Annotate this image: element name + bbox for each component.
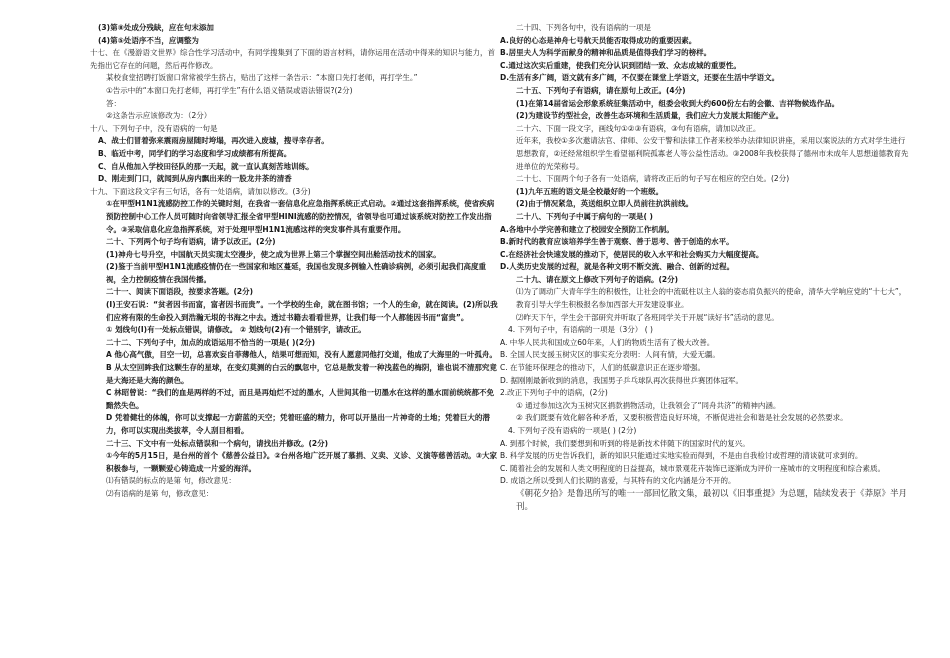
right-line-12: (2)由于情况紧急，英送组织立即人员前往抗洪前线。 (516, 199, 694, 209)
right-line-1: A.良好的心态是神舟七号航天员能否取得成功的重要因素。 (500, 35, 697, 45)
right-line-3: C.通过这次实后重建，使我们充分认识到团结一致、众志成城的重要性。 (500, 60, 741, 70)
right-line-9: 近年来，我校①多次邀请法官、律师、公安干警和法律工作者来校举办法律知识讲座，采用以案说法的方式对学生进行思想教育，②还经常组织学生看望福利院孤寡老人等公益性活动。③2008年我校获得了德州市未成年人思想道德教育先进单位的光荣称号。 (516, 136, 909, 171)
left-line-18: (Ⅰ)王安石说：“贫者因书而富，富者因书而贵”。一个学校的生命，就在图书馆；一个人的生命，就在阅读。(2)所以我们应将有限的生命投入到浩瀚无垠的书海之中去。透过书籍去看看世界，让我们每一个人都能因书而“富贵”。 (106, 300, 498, 322)
left-line-0: (3)第⑧处成分残缺，应在句末添加 (98, 23, 214, 32)
left-line-4: ①告示中的“本窗口先打老师，再打学生”有什么语义错误或语法错误?(2分) (106, 85, 353, 95)
right-line-31: B. 科学发展的历史告诉我们，新的知识只能通过实地实验而得到，不是由自我检讨或哲理的清谈就可求到的。 (500, 451, 863, 461)
right-line-27: ① 通过参加这次为玉树灾区捐款捐物活动，让我领会了“同舟共济”的精神内涵。 (516, 400, 781, 410)
left-line-2: 十七、在《漫游语文世界》综合性学习活动中，有同学搜集到了下面的语言材料，请你运用在活动中得来的知识与能力，首先指出它存在的问题，然后再作修改。 (90, 48, 495, 70)
right-line-22: A. 中华人民共和国成立60年来，人们的物质生活有了极大改善。 (500, 337, 715, 347)
left-line-13: ①在甲型H1N1流感防控工作的关键时刻，在我省一套信息化应急指挥系统正式启动。②通过这套指挥系统，使省疾病预防控制中心工作人员可随时向省领导汇报全省甲型HINI流感的防控情况，省领导也可通过该系统对防控工作发出指令。③采取信息化应急指挥系统，对于处理甲型H1N1流感这样的突发事件具有重要作用。 (106, 199, 495, 234)
right-column (500, 22, 910, 514)
right-line-25: D. 据刚刚最新收到的消息，我国男子乒乓球队再次获得世乒赛团体冠军。 (500, 375, 744, 385)
left-line-14: 二十、下列两个句子均有语病，请予以改正。(2分) (106, 237, 276, 247)
right-line-13: 二十八、下列句子中属于病句的一项是( ) (516, 211, 653, 221)
left-line-25: 二十三、下文中有一处标点错误和一个病句，请找出并修改。(2分) (106, 438, 329, 448)
right-line-15: B.新时代的教育应该培养学生善于观察、善于思考、善于创造的水平。 (500, 237, 734, 247)
left-line-26: ①今年的5月15日，是台州的首个《慈善公益日》。②台州各地广泛开展了慕捐、义卖、义诊、义演等慈善活动。③大家积极参与，一颗颗爱心铸造成一片爱的海洋。 (106, 451, 497, 473)
left-line-8: A、战士们冒着弥来震雨房屋随时垮塌，再次进入废墟，搜寻幸存者。 (98, 136, 329, 146)
left-line-15: (1)神舟七号升空，中国航天员实现太空漫步，使之成为世界上第三个掌握空间出舱活动技术的国家。 (106, 249, 441, 259)
right-line-20: ⑵昨天下午，学生会干部研究并听取了各班同学关于开展“读好书”活动的意见。 (516, 312, 779, 322)
right-line-24: C. 在节能环保理念的推动下，人们的低碳意识正在逐步增强。 (500, 363, 706, 373)
right-line-4: D.生活有多广阔，语文就有多广阔，不仅要在课堂上学语文，还要在生活中学语文。 (500, 73, 780, 83)
left-line-24: D 凭着健壮的体魄，你可以支撑起一方蔚蓝的天空；凭着旺盛的精力，你可以开垦出一片神奇的土地；凭着巨大的潜力，你可以实现出类拔萃，令人刮目相看。 (106, 413, 490, 435)
left-line-16: (2)鉴于当前甲型H1N1流感疫情仍在一些国家和地区蔓延，我国也发现多例输入性确诊病例，必须引起我们高度重视，全力控制疫情在我国传播。 (106, 262, 487, 284)
right-line-23: B. 全国人民支援玉树灾区的事实充分表明：人间有情，大爱无疆。 (500, 350, 720, 360)
right-line-32: C. 随着社会的发展和人类文明程度的日益提高，城市景观花卉装饰已逐渐成为评价一座城市的文明程度和综合素质。 (500, 463, 886, 473)
left-line-7: 十八、下列句子中，没有语病的一句是 (90, 123, 218, 133)
right-line-28: ② 我们既要有效化解各种矛盾，又要积极营造良好环境，不断促进社会和谐是社会发展的必然要求。 (516, 413, 848, 423)
right-line-16: C.在经济社会快速发展的推动下，使居民的收入水平和社会购买力大幅度提高。 (500, 249, 764, 259)
left-line-11: D、刚走到门口，就闻到从房内飘出来的一股龙井茶的清香 (98, 174, 292, 184)
right-line-30: A. 到那个时候，我们要想到和听到的将是新技术伴随下的国家时代的复兴。 (500, 438, 750, 448)
right-line-0: 二十四、下列各句中，没有语病的一项是 (516, 23, 651, 32)
left-line-12: 十九、下面这段文字有三句话，各有一处语病，请加以修改。(3分) (90, 186, 311, 196)
right-line-11: (1)九年五班的语文是全校最好的一个班级。 (516, 186, 664, 196)
left-line-19: ① 划线句(Ⅰ)有一处标点错误，请修改。 ② 划线句(2)有一个错别字，请改正。 (106, 325, 366, 335)
left-line-20: 二十二、下列句子中，加点的成语运用不恰当的一项是( )(2分) (106, 337, 316, 347)
right-line-6: (1)在第14届省运会形象系统征集活动中，组委会收到大约600份左右的会徽、吉祥物候选作品。 (516, 98, 840, 108)
right-line-26: 2.改正下列句子中的语病，(2分) (500, 388, 608, 398)
right-line-8: 二十六、下面一段文字，画线句①②③有语病，③句有语病，请加以改正。 (516, 123, 761, 133)
right-line-21: 4. 下列句子中，有语病的一项是（3分） ( ) (508, 325, 653, 335)
left-line-17: 二十一、阅读下面语段，按要求答题。(2分) (106, 287, 254, 297)
right-line-18: 二十九、请在原文上修改下列句子的语病。(2分) (516, 274, 679, 284)
right-line-2: B.居里夫人为科学而献身的精神和品质是值得我们学习的榜样。 (500, 48, 712, 58)
left-line-10: C、自从他加入学校田径队的那一天起，就一直认真刻苦地训练。 (98, 161, 314, 171)
left-column (90, 22, 500, 501)
left-line-27: ⑴有错误的标点的是第 句，修改意见： (106, 476, 236, 486)
left-line-21: A 他心高气傲，目空一切，总喜欢妄自菲薄他人，结果可想而知，没有人愿意同他打交道，他成了大海里的一叶孤舟。 (106, 350, 497, 360)
left-line-9: B、临近中考，同学们的学习态度和学习成绩都有所提高。 (98, 148, 292, 158)
right-line-34: 《朝花夕拾》是鲁迅所写的唯一一部回忆散文集，最初以《旧事重提》为总题，陆续发表于《莽原》半月刊。 (516, 488, 908, 512)
right-line-5: 二十五、下列句子有语病，请在原句上改正。(4分) (516, 85, 686, 95)
left-line-6: ②这条告示应该修改为：（2分） (106, 111, 212, 121)
right-line-17: D.人类历史发展的过程，就是各种文明不断交流、融合、创新的过程。 (500, 262, 735, 272)
right-line-10: 二十七、下面两个句子各有一处语病，请将改正后的句子写在相应的空白处。(2分) (516, 174, 790, 184)
left-line-28: ⑵有语病的是第 句，修改意见： (106, 488, 214, 498)
left-line-5: 答： (106, 98, 121, 108)
right-line-29: 4. 下列句子没有语病的一项是( ) (2分) (508, 426, 637, 435)
right-line-7: (2)为建设节约型社会，改善生态环境和生活质量，我们应大力发展太阳能产业。 (516, 111, 784, 121)
left-line-1: (4)第⑤处语序不当，应调整为 (98, 35, 199, 45)
left-line-3: 某校食堂招聘打饭窗口常常被学生挤占，贴出了这样一条告示：“本窗口先打老师，再打学生。” (106, 73, 418, 83)
right-line-14: A.各地中小学完善和建立了校园安全预防工作机制。 (500, 224, 674, 234)
left-line-23: C 林昭曾说：“我们的血是两样的不过，而且是再灿烂不过的墨水，人世间其他一切墨水在这样的墨水面前统统都不免黯然失色。 (106, 388, 495, 410)
right-line-33: D. 成语之所以受到人们长期的喜爱，与其特有的文化内涵是分不开的。 (500, 476, 736, 486)
right-line-19: ⑴为了调动广大青年学生的积极性，让社会的中流砥柱以主人翁的姿态肩负振兴的使命，清华大学响应党的“十七大”，教育引导大学生积极报名参加西部大开发建设事业。 (516, 287, 907, 310)
left-line-22: B 从太空回眸我们这颗生存的星球，在变幻莫测的白云的飘忽中，它总是散发着一种浅蓝色的梅阴，谁也说不清那究竟是大海还是大海的颜色。 (106, 363, 497, 385)
